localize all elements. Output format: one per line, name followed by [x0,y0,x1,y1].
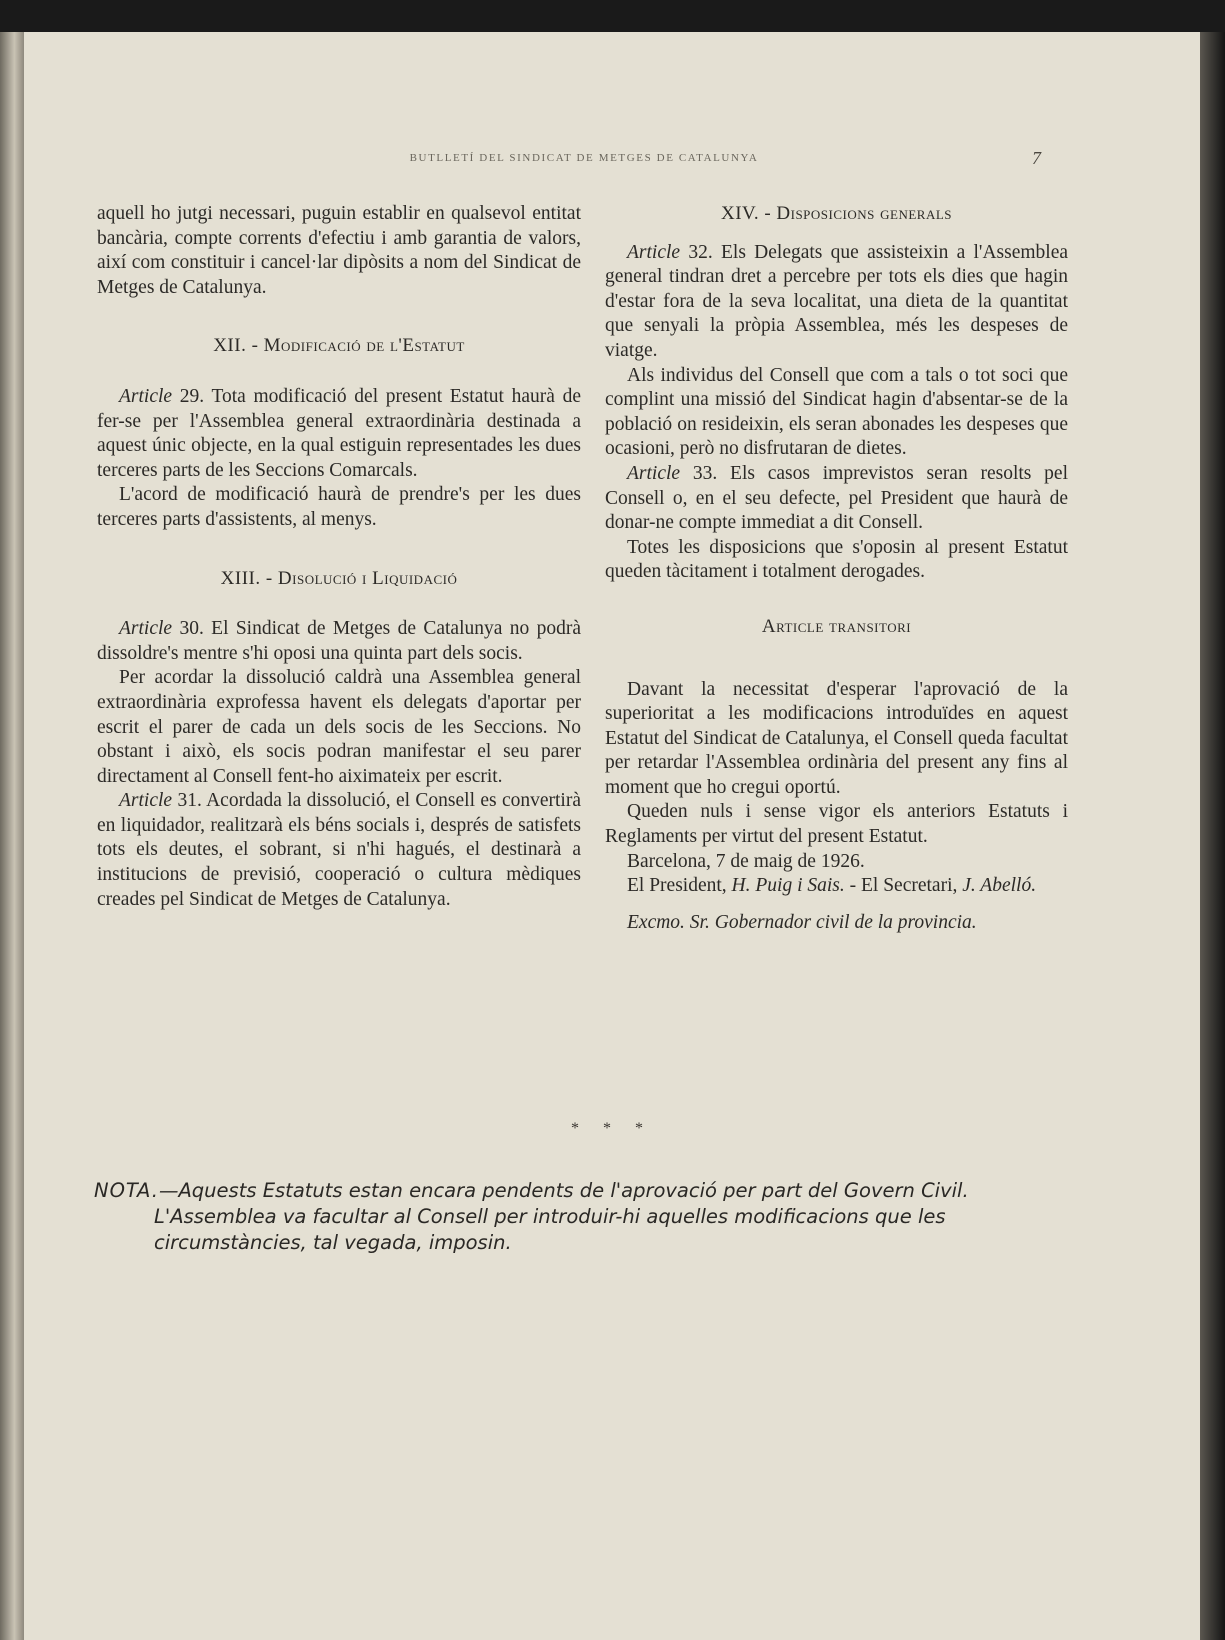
article-number: 32. [688,241,713,263]
nota-label: NOTA. [94,1179,159,1202]
article-label: Article [627,241,681,263]
article-text: Acordada la dissolució, el Consell es convertirà en liquidador, realitzarà els béns socials i, després de satisfets tots els deutes, el sobrant, si n'hi hagués, el destinarà a institucions de previsió, cooperació o cultura mèdiques creades pel Sindicat de Metges de Catalunya. [97,790,581,910]
section-heading-xii: XII. - Modificació de l'Estatut [213,335,465,357]
secretary-name: J. Abelló. [962,875,1037,897]
paragraph: Per acordar la dissolució caldrà una Assemblea general extraordinària exprofessa havent els delegats d'aportar per escrit el parer de cada un dels socis de les Seccions. No obstant i això, els socis podran manifestar el seu parer directament al Consell fent-ho aiximateix per escrit. [97,667,581,787]
article-29 [97,385,581,483]
nota-line-1 [94,1178,1074,1204]
article-text: Els casos imprevistos seran resolts pel Consell o, en el seu defecte, pel President que haurà de donar-ne compte immediat a dit Consell. [605,462,1069,534]
nota-text-1: —Aquests Estatuts estan encara pendents de l'aprovació per part del Govern Civil. [158,1179,969,1202]
article-label: Article [119,385,173,407]
nota-text-2: L'Assemblea va facultar al Consell per introduir-hi aquelles modificacions que les circumstàncies, tal vegada, imposin. [154,1205,946,1254]
article-number: 31. [177,790,202,812]
section-heading-xiii: XIII. - Disolució i Liquidació [220,567,458,589]
binding-edge [0,32,24,1640]
article-number: 29. [179,385,205,407]
paragraph-continuation: aquell ho jutgi necessari, puguin establir en qualsevol entitat bancària, compte corrents d'efectiu i amb garantia de valors, així com constituir i cancel·lar dipòsits a nom del Sindicat de Metges de Catalunya. [97,203,581,298]
president-name: H. Puig i Sais. [731,875,845,897]
paragraph: Als individus del Consell que com a tals o tot soci que complint una missió del Sindicat hagin d'absentar-se de la població on resideixin, els seran abonades les despeses que ocasioni, però no disfrutaran de dietes. [605,364,1068,460]
page-header [24,122,1200,168]
signature-role-president: El President, [627,875,732,897]
article-32 [605,241,1068,364]
article-number: 30. [179,618,204,640]
article-text: Els Delegats que assisteixin a l'Assemblea general tindran dret a percebre per tots els dies que hagin d'estar fora de la seva localitat, una dieta de la quantitat que senyali la pròpia Assemblea, més les despeses de viatge. [605,241,1068,361]
date-line: Barcelona, 7 de maig de 1926. [627,850,865,872]
article-text: Tota modificació del present Estatut haurà de fer-se per l'Assemblea general extraordinària destinada a aquest únic objecte, en la qual estiguin representades les dues terceres parts de les Seccions Comarcals. [97,385,582,481]
nota-block [94,1178,1074,1256]
section-heading-transitory: Article transitori [761,615,912,637]
left-column [97,202,581,912]
addressee: Excmo. Sr. Gobernador civil de la provincia. [627,911,977,933]
article-30 [97,617,581,666]
document-page [24,32,1200,1640]
section-separator: * * * [571,1120,653,1137]
article-31 [97,789,581,912]
article-text: El Sindicat de Metges de Catalunya no podrà dissoldre's mentre s'hi oposi una quinta part dels socis. [97,618,581,664]
signature-line [605,874,1068,899]
page-number: 7 [1032,148,1041,168]
signature-role-secretary: - El Secretari, [844,875,963,897]
article-33 [605,462,1068,536]
article-label: Article [119,618,173,640]
page-shadow-edge [1200,32,1225,1640]
right-column [579,202,1068,935]
running-head: BUTLLETÍ DEL SINDICAT DE METGES DE CATALUNYA [409,152,759,164]
paragraph: Queden nuls i sense vigor els anteriors Estatuts i Reglaments per virtut del present Estatut. [605,801,1068,848]
paragraph: Davant la necessitat d'esperar l'aprovació de la superioritat a les modificacions introduïdes en aquest Estatut del Sindicat de Catalunya, el Consell queda facultat per retardar l'Assemblea ordinària del present any fins al moment que ho cregui oportú. [605,678,1068,798]
article-number: 33. [692,462,718,484]
section-heading-xiv: XIV. - Disposicions generals [721,203,952,224]
paragraph: Totes les disposicions que s'oposin al present Estatut queden tàcitament i totalment derogades. [605,536,1068,583]
article-label: Article [627,462,681,484]
article-label: Article [119,790,173,812]
paragraph: L'acord de modificació haurà de prendre's per les dues terceres parts d'assistents, al menys. [97,484,581,530]
